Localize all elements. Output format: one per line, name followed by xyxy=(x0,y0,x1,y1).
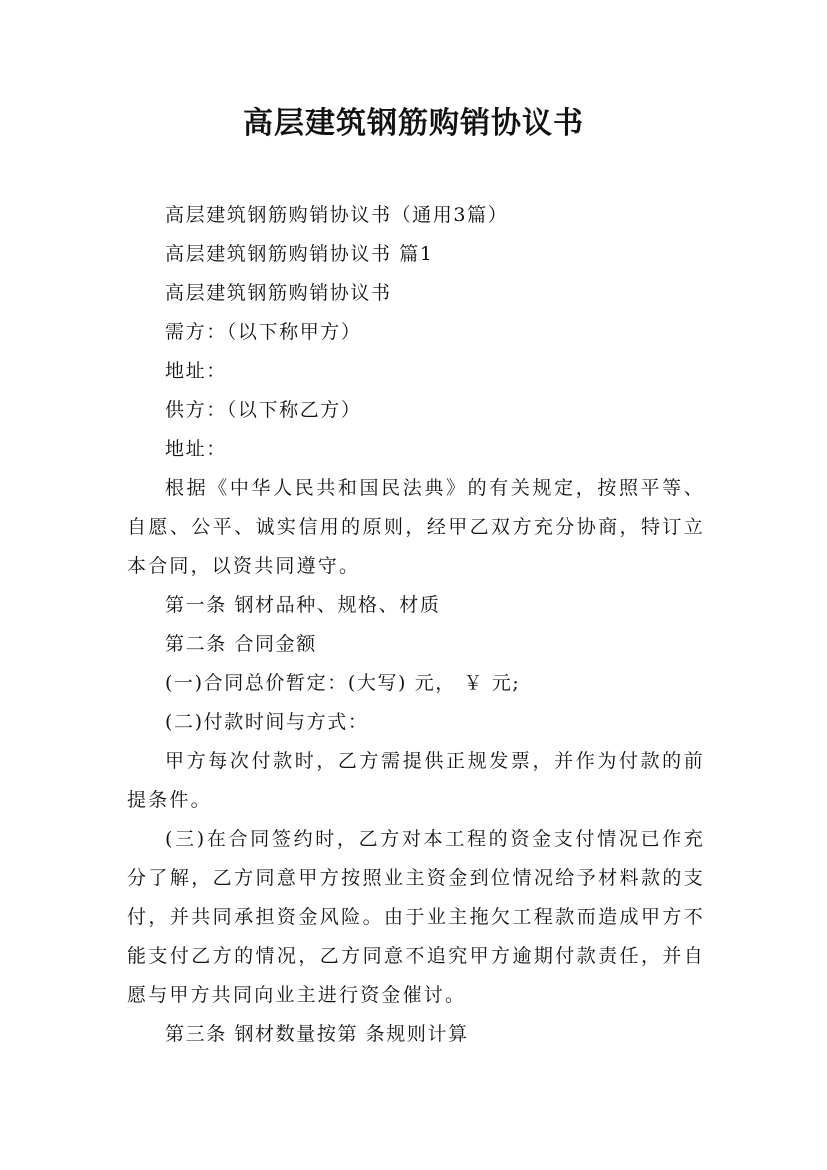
document-body xyxy=(127,196,705,1054)
document-title: 高层建筑钢筋购销协议书 xyxy=(243,106,584,141)
paragraph-buyer-address: 地址： xyxy=(165,360,227,382)
paragraph-invoice: 甲方每次付款时，乙方需提供正规发票，并作为付款的前提条件。 xyxy=(127,750,705,811)
paragraph-preamble: 根据《中华人民共和国民法典》的有关规定，按照平等、自愿、公平、诚实信用的原则，经甲乙双方充分协商，特订立本合同，以资共同遵守。 xyxy=(127,477,705,577)
paragraph-contract-price: (一)合同总价暂定：(大写) 元， ￥ 元; xyxy=(165,672,521,694)
paragraph-article-3: 第三条 钢材数量按第 条规则计算 xyxy=(165,1023,469,1045)
paragraph-series-title: 高层建筑钢筋购销协议书（通用3篇） xyxy=(165,204,509,226)
paragraph-buyer: 需方：（以下称甲方） xyxy=(165,321,362,343)
paragraph-article-2: 第二条 合同金额 xyxy=(165,633,317,655)
paragraph-payment-method: (二)付款时间与方式： xyxy=(165,711,369,733)
paragraph-agreement-name: 高层建筑钢筋购销协议书 xyxy=(165,282,392,304)
paragraph-part-heading: 高层建筑钢筋购销协议书 篇1 xyxy=(165,243,434,265)
paragraph-fund-risk: (三)在合同签约时，乙方对本工程的资金支付情况已作充分了解，乙方同意甲方按照业主资金到位情况给予材料款的支付，并共同承担资金风险。由于业主拖欠工程款而造成甲方不能支付乙方的情况，乙方同意不追究甲方逾期付款责任，并自愿与甲方共同向业主进行资金催讨。 xyxy=(127,828,705,1006)
paragraph-article-1: 第一条 钢材品种、规格、材质 xyxy=(165,594,441,616)
paragraph-supplier-address: 地址： xyxy=(165,438,227,460)
paragraph-supplier: 供方：（以下称乙方） xyxy=(165,399,362,421)
